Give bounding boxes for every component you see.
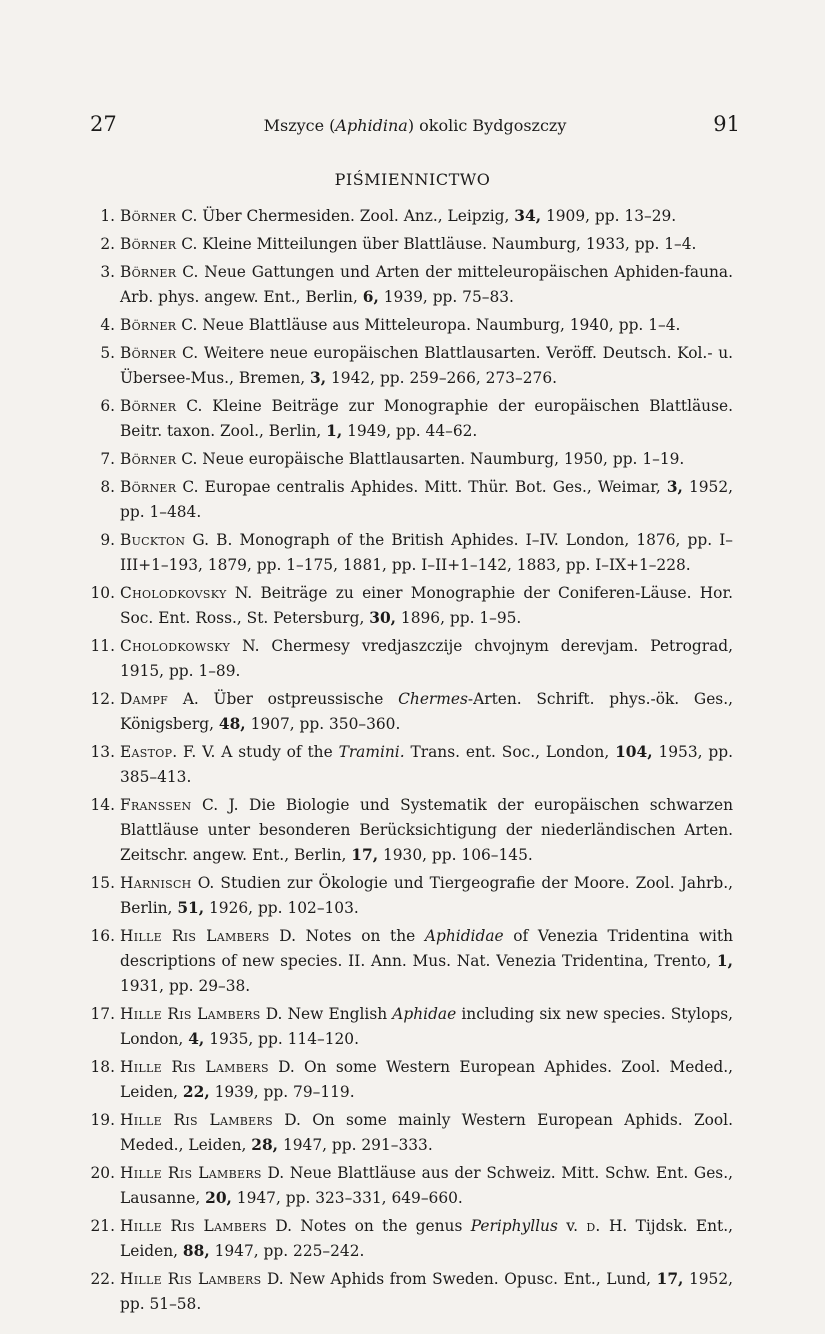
- reference-italic: Periphyllus: [470, 1217, 558, 1235]
- reference-text: C. Neue Blattläuse aus Mitteleuropa. Naumburg, 1940, pp. 1–4.: [176, 316, 681, 334]
- reference-item: [86, 260, 733, 310]
- reference-volume: 6,: [362, 288, 379, 306]
- reference-number: 12.: [90, 690, 115, 708]
- reference-text: v.: [557, 1217, 587, 1235]
- reference-author: Börner: [120, 263, 177, 281]
- reference-text: O. Studien zur Ökologie und Tiergeografie der Moore. Zool. Jahrb., Berlin,: [120, 874, 733, 917]
- reference-text: C. Kleine Mitteilungen über Blattläuse. Naumburg, 1933, pp. 1–4.: [176, 235, 697, 253]
- reference-author: Hille Ris Lambers: [120, 1270, 262, 1288]
- reference-volume: 1,: [716, 952, 733, 970]
- reference-number: 9.: [100, 531, 115, 549]
- reference-text: 1896, pp. 1–95.: [396, 609, 522, 627]
- reference-text: C. Über Chermesiden. Zool. Anz., Leipzig,: [176, 207, 515, 225]
- reference-volume: 30,: [369, 609, 397, 627]
- reference-item: [86, 634, 733, 684]
- reference-number: 22.: [90, 1270, 115, 1288]
- reference-number: 10.: [90, 584, 115, 602]
- running-header: [90, 112, 740, 142]
- reference-author: Hille Ris Lambers: [120, 1217, 268, 1235]
- page-number-right: 91: [713, 112, 740, 136]
- reference-item: [86, 871, 733, 921]
- reference-number: 13.: [90, 743, 115, 761]
- reference-item: [86, 1055, 733, 1105]
- reference-item: [86, 447, 733, 472]
- reference-volume: 48,: [218, 715, 246, 733]
- reference-author: Börner: [120, 478, 177, 496]
- reference-text: 1947, pp. 225–242.: [209, 1242, 365, 1260]
- reference-item: [86, 313, 733, 338]
- reference-volume: 28,: [251, 1136, 279, 1154]
- reference-item: [86, 475, 733, 525]
- reference-number: 18.: [90, 1058, 115, 1076]
- reference-text: 1939, pp. 75–83.: [378, 288, 514, 306]
- reference-volume: 22,: [182, 1083, 210, 1101]
- reference-volume: 1,: [326, 422, 343, 440]
- reference-text: 1949, pp. 44–62.: [342, 422, 478, 440]
- reference-text: D. Notes on the: [269, 927, 425, 945]
- reference-author: Hille Ris Lambers: [120, 927, 270, 945]
- reference-italic: Aphidae: [392, 1005, 457, 1023]
- reference-number: 15.: [90, 874, 115, 892]
- reference-italic: Tramini.: [338, 743, 405, 761]
- reference-item: [86, 687, 733, 737]
- reference-author: Hille Ris Lambers: [120, 1164, 262, 1182]
- reference-number: 16.: [90, 927, 115, 945]
- reference-volume: 17,: [656, 1270, 684, 1288]
- reference-text: 1926, pp. 102–103.: [204, 899, 359, 917]
- reference-italic: Chermes: [398, 690, 468, 708]
- reference-text: D. New Aphids from Sweden. Opusc. Ent., Lund,: [261, 1270, 657, 1288]
- reference-author: Börner: [120, 397, 177, 415]
- reference-text: 1930, pp. 106–145.: [378, 846, 533, 864]
- reference-list: [86, 204, 733, 1320]
- reference-item: [86, 793, 733, 868]
- reference-text: A. Über ostpreussische: [168, 690, 399, 708]
- reference-item: [86, 1267, 733, 1317]
- reference-item: [86, 1161, 733, 1211]
- reference-item: [86, 581, 733, 631]
- reference-text: . F. V. A study of the: [172, 743, 339, 761]
- reference-item: [86, 1214, 733, 1264]
- reference-author: Cholodkowsky: [120, 637, 231, 655]
- reference-volume: 3,: [666, 478, 683, 496]
- reference-item: [86, 341, 733, 391]
- reference-text: 1947, pp. 291–333.: [278, 1136, 433, 1154]
- reference-text: including six new species. Stylops, London,: [120, 1005, 733, 1048]
- reference-volume: 17,: [351, 846, 379, 864]
- reference-number: 1.: [100, 207, 115, 225]
- reference-number: 21.: [90, 1217, 115, 1235]
- running-title-italic: Aphidina: [335, 116, 408, 135]
- reference-text: H. Tijdsk. Ent., Leiden,: [120, 1217, 733, 1260]
- reference-author: Börner: [120, 207, 177, 225]
- reference-number: 20.: [90, 1164, 115, 1182]
- reference-text: 1952, pp. 1–484.: [120, 478, 734, 521]
- reference-text: 1942, pp. 259–266, 273–276.: [326, 369, 558, 387]
- running-title: [90, 116, 740, 135]
- reference-author: Eastop: [120, 743, 173, 761]
- reference-text: G. B. Monograph of the British Aphides. I–IV. London, 1876, pp. I–III+1–193, 1879, pp. 1–175, 1881, pp. I–II+1–142, 1883, pp. I–IX+1–228.: [120, 531, 733, 574]
- reference-item: [86, 528, 733, 578]
- reference-text: C. Kleine Beiträge zur Monographie der europäischen Blattläuse. Beitr. taxon. Zool., Berlin,: [120, 397, 733, 440]
- reference-text: 1952, pp. 51–58.: [120, 1270, 734, 1313]
- reference-text: N. Beiträge zu einer Monographie der Coniferen-Läuse. Hor. Soc. Ent. Ross., St. Petersburg,: [120, 584, 733, 627]
- reference-italic: Aphididae: [424, 927, 504, 945]
- reference-text: 1909, pp. 13–29.: [541, 207, 677, 225]
- reference-item: [86, 232, 733, 257]
- reference-text: 1935, pp. 114–120.: [204, 1030, 359, 1048]
- reference-volume: 51,: [177, 899, 205, 917]
- reference-volume: 88,: [182, 1242, 210, 1260]
- reference-volume: 20,: [205, 1189, 232, 1207]
- reference-item: [86, 924, 733, 999]
- reference-text: C. Europae centralis Aphides. Mitt. Thür. Bot. Ges., Weimar,: [176, 478, 667, 496]
- reference-volume: 4,: [188, 1030, 205, 1048]
- reference-number: 7.: [100, 450, 115, 468]
- reference-text: 1931, pp. 29–38.: [120, 977, 251, 995]
- reference-text: C. Neue Gattungen und Arten der mitteleuropäischen Aphiden-fauna. Arb. phys. angew. Ent., Berlin,: [120, 263, 733, 306]
- reference-text: N. Chermesy vredjaszczije chvojnym derevjam. Petrograd, 1915, pp. 1–89.: [120, 637, 733, 680]
- reference-text: D. Notes on the genus: [267, 1217, 471, 1235]
- reference-number: 5.: [100, 344, 115, 362]
- reference-item: [86, 1108, 733, 1158]
- reference-volume: 104,: [615, 743, 653, 761]
- reference-author: Hille Ris Lambers: [120, 1005, 261, 1023]
- reference-text: D. New English: [260, 1005, 393, 1023]
- reference-author: d.: [586, 1217, 601, 1235]
- reference-text: 1947, pp. 323–331, 649–660.: [231, 1189, 463, 1207]
- reference-author: Harnisch: [120, 874, 192, 892]
- reference-author: Börner: [120, 450, 177, 468]
- reference-number: 4.: [100, 316, 115, 334]
- reference-number: 11.: [90, 637, 115, 655]
- reference-text: C. Neue europäische Blattlausarten. Naumburg, 1950, pp. 1–19.: [176, 450, 685, 468]
- reference-item: [86, 204, 733, 229]
- section-title: PIŚMIENNICTWO: [334, 170, 491, 189]
- reference-text: D. On some mainly Western European Aphids. Zool. Meded., Leiden,: [120, 1111, 733, 1154]
- reference-number: 17.: [90, 1005, 115, 1023]
- reference-number: 2.: [100, 235, 115, 253]
- reference-text: D. Neue Blattläuse aus der Schweiz. Mitt. Schw. Ent. Ges., Lausanne,: [120, 1164, 733, 1207]
- reference-author: Dampf: [120, 690, 169, 708]
- reference-text: Trans. ent. Soc., London,: [404, 743, 616, 761]
- reference-author: Börner: [120, 235, 177, 253]
- reference-number: 19.: [90, 1111, 115, 1129]
- running-title-prefix: Mszyce (: [263, 116, 336, 135]
- reference-author: Börner: [120, 316, 177, 334]
- reference-number: 6.: [100, 397, 115, 415]
- reference-item: [86, 740, 733, 790]
- reference-text: 1953, pp. 385–413.: [120, 743, 733, 786]
- reference-volume: 3,: [310, 369, 327, 387]
- reference-number: 8.: [100, 478, 115, 496]
- reference-number: 3.: [100, 263, 115, 281]
- reference-author: Börner: [120, 344, 177, 362]
- reference-author: Hille Ris Lambers: [120, 1111, 273, 1129]
- reference-number: 14.: [90, 796, 115, 814]
- reference-text: of Venezia Tridentina with descriptions of new species. II. Ann. Mus. Nat. Venezia Tridentina, Trento,: [120, 927, 734, 970]
- reference-author: Hille Ris Lambers: [120, 1058, 269, 1076]
- reference-item: [86, 1002, 733, 1052]
- reference-author: Cholodkovsky: [120, 584, 227, 602]
- reference-text: C. Weitere neue europäischen Blattlausarten. Veröff. Deutsch. Kol.- u. Übersee-Mus., Bremen,: [120, 344, 733, 387]
- reference-volume: 34,: [514, 207, 542, 225]
- reference-text: 1907, pp. 350–360.: [245, 715, 401, 733]
- reference-text: D. On some Western European Aphides. Zool. Meded., Leiden,: [120, 1058, 733, 1101]
- running-title-suffix: ) okolic Bydgoszczy: [407, 116, 567, 135]
- reference-author: Buckton: [120, 531, 186, 549]
- reference-item: [86, 394, 733, 444]
- page-number-left: 27: [90, 112, 117, 136]
- reference-text: 1939, pp. 79–119.: [209, 1083, 355, 1101]
- reference-author: Franssen: [120, 796, 192, 814]
- reference-text: -Arten. Schrift. phys.-ök. Ges., Königsberg,: [120, 690, 733, 733]
- reference-text: C. J. Die Biologie und Systematik der europäischen schwarzen Blattläuse unter besonderen Berücksichtigung der niederländischen Arten. Zeitschr. angew. Ent., Berlin,: [120, 796, 733, 864]
